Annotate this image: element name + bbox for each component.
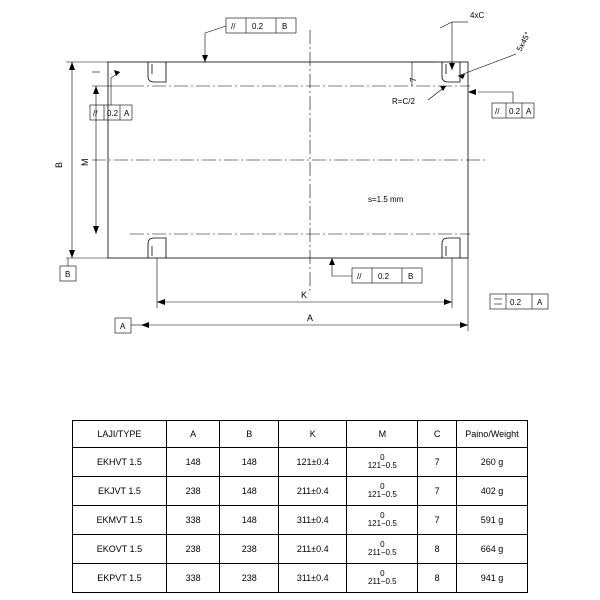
chamfer-callout-label: 5x45° [514,30,533,53]
cell-m-bot: 211−0.5 [368,548,397,557]
cell-k: 311±0.4 [279,564,347,593]
cell-a: 148 [166,448,220,477]
gdt-frame-bottom [329,258,422,283]
table-row [73,564,528,593]
cell-m-top: 0 [380,539,385,549]
table-row [73,448,528,477]
cell-type: EKMVT 1.5 [73,506,167,535]
cell-b: 148 [220,506,279,535]
corner-dim-7-label: 7 [409,77,418,82]
table-row [73,535,528,564]
cell-weight: 941 g [456,564,527,593]
cell-m-bot: 121−0.5 [367,490,397,499]
gdt-right-value: 0.2 [509,107,521,116]
spec-table-wrapper [72,420,528,593]
cell-m [347,448,418,477]
cell-b: 148 [220,477,279,506]
cell-m-bot: 211−0.5 [368,577,397,586]
cell-weight: 591 g [456,506,527,535]
header-weight: Paino/Weight [456,421,527,448]
dim-m-label: M [80,158,90,166]
datum-a-marker [115,318,141,333]
cell-k: 121±0.4 [279,448,347,477]
cell-a: 338 [166,506,220,535]
radius-callout-label: R=C/2 [392,97,415,106]
gdt-left-datum: A [124,109,130,118]
cell-c: 7 [418,448,457,477]
table-row [73,477,528,506]
cell-b: 238 [220,535,279,564]
gdt-top-symbol: // [231,22,236,31]
gdt-top-datum: B [282,22,288,31]
hole-callout [440,11,484,70]
radius-callout [392,86,446,106]
cell-weight: 260 g [456,448,527,477]
cell-k: 211±0.4 [279,535,347,564]
cell-m-bot: 121−0.5 [367,519,397,528]
spec-table [72,420,528,593]
header-m: M [347,421,418,448]
gdt-bottom-symbol: // [357,272,362,281]
datum-a-label: A [120,322,126,331]
cell-weight: 402 g [456,477,527,506]
cell-m [347,506,418,535]
cell-k: 211±0.4 [279,477,347,506]
dim-m-vertical [80,72,130,234]
cell-c: 7 [418,477,457,506]
gdt-bottom-datum: B [408,272,414,281]
dim-b-label: B [54,161,64,168]
cell-type: EKPVT 1.5 [73,564,167,593]
gdt-frame-right [468,89,534,118]
cell-b: 238 [220,564,279,593]
gdt-bottom-value: 0.2 [378,272,390,281]
gdt-right-datum: A [526,107,532,116]
chamfer-callout [458,31,532,79]
header-c: C [418,421,457,448]
cell-weight: 664 g [456,535,527,564]
dim-k-label: K [301,290,308,300]
cell-type: EKHVT 1.5 [73,448,167,477]
cell-m [347,477,418,506]
table-row [73,506,528,535]
cell-m [347,535,418,564]
gdt-frame-flatness [490,294,548,309]
table-header-row [73,421,528,448]
cell-m-bot: 121−0.5 [367,461,397,470]
gdt-left-value: 0.2 [107,109,119,118]
header-type: LAJI/TYPE [73,421,167,448]
cell-a: 238 [166,477,220,506]
cell-c: 8 [418,535,457,564]
dim-a-label: A [307,313,314,323]
cell-type: EKJVT 1.5 [73,477,167,506]
datum-b-marker [60,258,76,281]
center-lines [92,30,486,292]
cell-k: 311±0.4 [279,506,347,535]
hole-callout-label: 4xC [470,11,485,20]
gdt-flatness-value: 0.2 [510,298,522,307]
thickness-note-label: s=1.5 mm [368,195,404,204]
gdt-frame-left [90,70,132,120]
header-b: B [220,421,279,448]
gdt-right-symbol: // [495,107,500,116]
gdt-left-symbol: // [93,109,98,118]
corner-dim-7 [409,62,436,86]
datum-b-label: B [65,270,71,279]
thickness-note [368,195,404,204]
cell-c: 7 [418,506,457,535]
cell-m-top: 0 [380,510,385,520]
gdt-top-value: 0.2 [252,22,264,31]
header-k: K [279,421,347,448]
cell-m-top: 0 [380,568,385,578]
cell-type: EKOVT 1.5 [73,535,167,564]
cell-m-top: 0 [380,452,385,462]
cell-a: 238 [166,535,220,564]
cell-b: 148 [220,448,279,477]
cell-a: 338 [166,564,220,593]
cell-c: 8 [418,564,457,593]
gdt-flatness-datum: A [537,298,543,307]
gdt-frame-top [202,18,296,62]
cell-m-top: 0 [380,481,385,491]
header-a: A [166,421,220,448]
cell-m [347,564,418,593]
